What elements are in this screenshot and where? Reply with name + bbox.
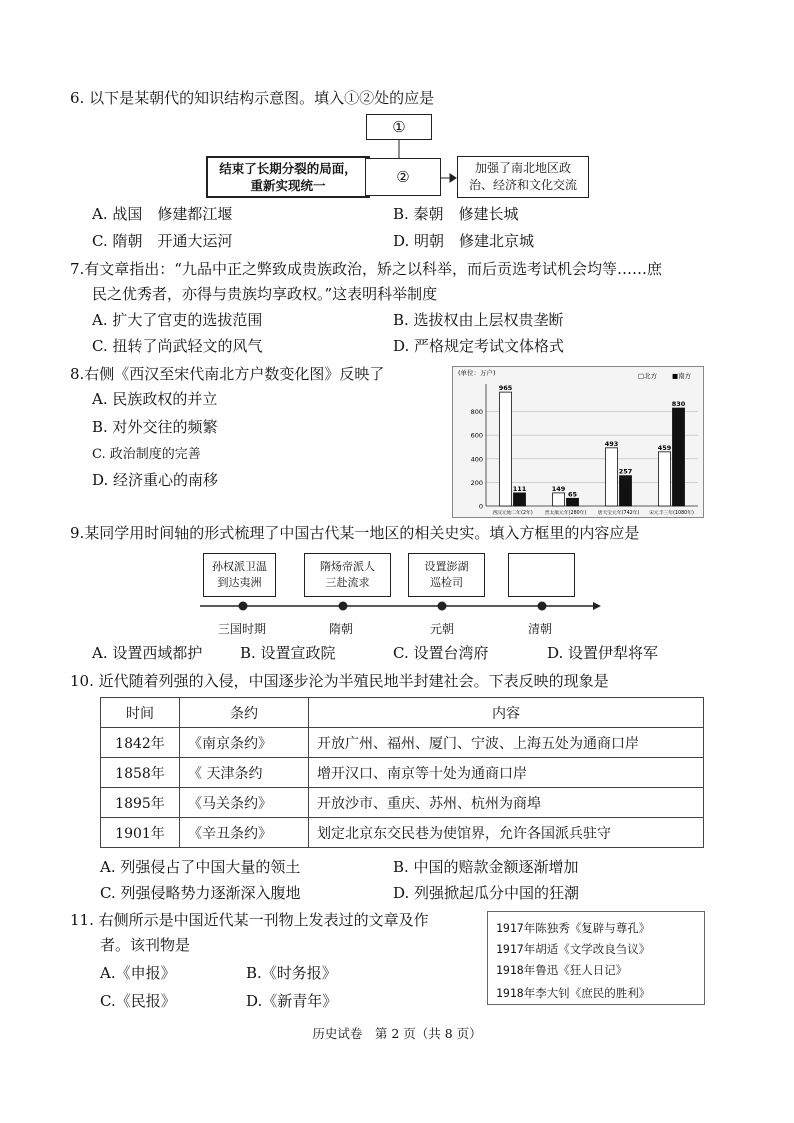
chart-value-label: 830	[671, 400, 686, 409]
q7-option-c[interactable]: C. 扭转了尚武轻文的风气	[92, 337, 263, 355]
table-cell-content: 开放沙市、重庆、苏州、杭州为商埠	[309, 788, 704, 818]
q10-treaty-table	[100, 697, 704, 848]
q9-note-3-line2: 巡检司	[430, 576, 463, 589]
chart-value-label: 65	[567, 490, 578, 499]
chart-ytick-label: 600	[470, 431, 483, 440]
q11-option-b[interactable]: B.《时务报》	[246, 964, 337, 982]
q9-note-1-line1: 孙权派卫温	[212, 560, 267, 573]
q7-stem-line2: 民之优秀者，亦得与贵族均享政权。”这表明科举制度	[92, 285, 438, 303]
q6-option-b[interactable]: B. 秦朝 修建长城	[393, 205, 519, 223]
chart-bar-north	[606, 448, 618, 506]
q10-option-a[interactable]: A. 列强侵占了中国大量的领土	[100, 858, 301, 876]
households-bar-chart	[452, 366, 704, 518]
chart-ytick-label: 400	[470, 455, 483, 464]
table-row	[101, 728, 704, 758]
q7-stem-line1: 7.有文章指出：“九品中正之弊致成贵族政治，矫之以科举，而后贡选考试机会均等……庶	[70, 260, 662, 278]
q9-stem: 9.某同学用时间轴的形式梳理了中国古代某一地区的相关史实。填入方框里的内容应是	[70, 524, 640, 542]
table-header-row	[101, 698, 704, 728]
q6-left-box: 结束了长期分裂的局面，重新实现统一	[206, 156, 370, 198]
q9-note-3-line1: 设置澎湖	[424, 560, 469, 573]
chart-value-label: 111	[512, 484, 527, 493]
chart-ytick-label: 200	[470, 478, 483, 487]
chart-ytick-label: 0	[478, 502, 483, 511]
chart-value-label: 149	[551, 484, 566, 493]
q9-option-c[interactable]: C. 设置台湾府	[393, 644, 489, 662]
table-cell-time: 1858年	[101, 758, 180, 788]
chart-category-label: 宋元丰三年(1080年)	[649, 511, 694, 516]
table-row	[101, 758, 704, 788]
q10-option-d[interactable]: D. 列强掀起瓜分中国的狂潮	[393, 884, 580, 902]
timeline-dot	[538, 602, 547, 611]
table-cell-time: 1842年	[101, 728, 180, 758]
chart-ytick-label: 800	[470, 408, 483, 417]
table-row	[101, 788, 704, 818]
q11-article-list	[487, 911, 705, 1005]
chart-legend-south: ■南方	[672, 372, 692, 380]
q8-option-b[interactable]: B. 对外交往的频繁	[92, 418, 218, 436]
table-cell-time: 1895年	[101, 788, 180, 818]
table-cell-content: 划定北京东交民巷为使馆界，允许各国派兵驻守	[309, 818, 704, 848]
chart-category-label: 晋太康元年(280年)	[544, 511, 587, 516]
chart-bar-north	[659, 452, 671, 506]
q11-stem-line2: 者。该刊物是	[100, 936, 191, 954]
q11-article: 1918年鲁迅《狂人日记》	[496, 963, 628, 977]
chart-bar-south	[620, 476, 632, 506]
chart-category-label: 西汉元始二年(2年)	[492, 511, 533, 516]
q7-option-d[interactable]: D. 严格规定考试文体格式	[393, 337, 565, 355]
chart-unit-label: (单位：万户)	[458, 369, 496, 377]
table-cell-treaty: 《 天津条约	[180, 758, 309, 788]
table-cell-time: 1901年	[101, 818, 180, 848]
table-header-treaty: 条约	[180, 698, 309, 728]
q8-option-d[interactable]: D. 经济重心的南移	[92, 471, 219, 489]
chart-bar-north	[553, 493, 565, 506]
chart-bar-south	[673, 408, 685, 506]
q8-option-a[interactable]: A. 民族政权的并立	[92, 390, 218, 408]
q9-answer-blank-box	[508, 553, 575, 597]
q9-timeline	[195, 596, 605, 618]
q9-note-2-line2: 三赴流求	[325, 576, 370, 589]
q10-option-c[interactable]: C. 列强侵略势力逐渐深入腹地	[100, 884, 301, 902]
table-row	[101, 818, 704, 848]
timeline-dot	[438, 602, 447, 611]
q6-option-c[interactable]: C. 隋朝 开通大运河	[92, 232, 233, 250]
q11-option-c[interactable]: C.《民报》	[100, 992, 176, 1010]
q6-box-1: ①	[366, 114, 432, 140]
q8-stem: 8.右侧《西汉至宋代南北方户数变化图》反映了	[70, 365, 385, 383]
table-cell-content: 开放广州、福州、厦门、宁波、上海五处为通商口岸	[309, 728, 704, 758]
q11-article: 1918年李大钊《庶民的胜利》	[496, 986, 651, 1000]
chart-bar-north	[500, 392, 512, 506]
q11-option-d[interactable]: D.《新青年》	[246, 992, 338, 1010]
q9-note-3	[408, 553, 485, 597]
q9-option-d[interactable]: D. 设置伊犁将军	[547, 644, 659, 662]
q7-option-b[interactable]: B. 选拔权由上层权贵垄断	[393, 311, 564, 329]
timeline-dot	[239, 602, 248, 611]
q9-period-3: 元朝	[430, 622, 455, 636]
table-cell-treaty: 《辛丑条约》	[180, 818, 309, 848]
q6-option-d[interactable]: D. 明朝 修建北京城	[393, 232, 535, 250]
q7-option-a[interactable]: A. 扩大了官吏的选拔范围	[92, 311, 263, 329]
table-cell-treaty: 《马关条约》	[180, 788, 309, 818]
q9-note-1-line2: 到达夷洲	[217, 576, 262, 589]
q9-period-4: 清朝	[528, 622, 553, 636]
chart-bar-south	[567, 498, 579, 506]
q9-note-2-line1: 隋炀帝派人	[320, 560, 375, 573]
table-cell-treaty: 《南京条约》	[180, 728, 309, 758]
q10-option-b[interactable]: B. 中国的赔款金额逐渐增加	[393, 858, 579, 876]
q8-option-c[interactable]: C. 政治制度的完善	[92, 447, 201, 462]
q9-period-2: 隋朝	[329, 622, 354, 636]
chart-value-label: 493	[604, 439, 619, 448]
q9-period-1: 三国时期	[218, 622, 267, 636]
q11-stem-line1: 11. 右侧所示是中国近代某一刊物上发表过的文章及作	[70, 911, 429, 929]
table-cell-content: 增开汉口、南京等十处为通商口岸	[309, 758, 704, 788]
q6-option-a[interactable]: A. 战国 修建都江堰	[92, 205, 233, 223]
chart-bar-south	[514, 493, 526, 506]
q9-note-2	[304, 553, 391, 597]
chart-value-label: 965	[498, 384, 513, 393]
q10-stem: 10. 近代随着列强的入侵，中国逐步沦为半殖民地半封建社会。下表反映的现象是	[70, 672, 609, 690]
chart-legend-north: □北方	[638, 372, 658, 380]
q9-option-a[interactable]: A. 设置西域都护	[92, 644, 203, 662]
timeline-dot	[339, 602, 348, 611]
page-footer: 历史试卷 第 2 页（共 8 页）	[312, 1026, 482, 1041]
q9-note-1	[203, 553, 276, 597]
q6-stem: 6. 以下是某朝代的知识结构示意图。填入①②处的应是	[70, 89, 435, 107]
chart-value-label: 257	[618, 467, 633, 476]
q6-right-box: 加强了南北地区政治、经济和文化交流	[457, 156, 589, 198]
chart-value-label: 459	[657, 443, 672, 452]
q11-article: 1917年胡适《文学改良刍议》	[496, 942, 651, 956]
q11-option-a[interactable]: A.《申报》	[100, 964, 176, 982]
chart-category-label: 唐天宝元年(742年)	[597, 511, 640, 516]
q9-option-b[interactable]: B. 设置宣政院	[240, 644, 336, 662]
table-header-time: 时间	[101, 698, 180, 728]
table-header-content: 内容	[309, 698, 704, 728]
q11-article: 1917年陈独秀《复辟与尊孔》	[496, 921, 651, 935]
q6-box-2: ②	[365, 158, 441, 196]
